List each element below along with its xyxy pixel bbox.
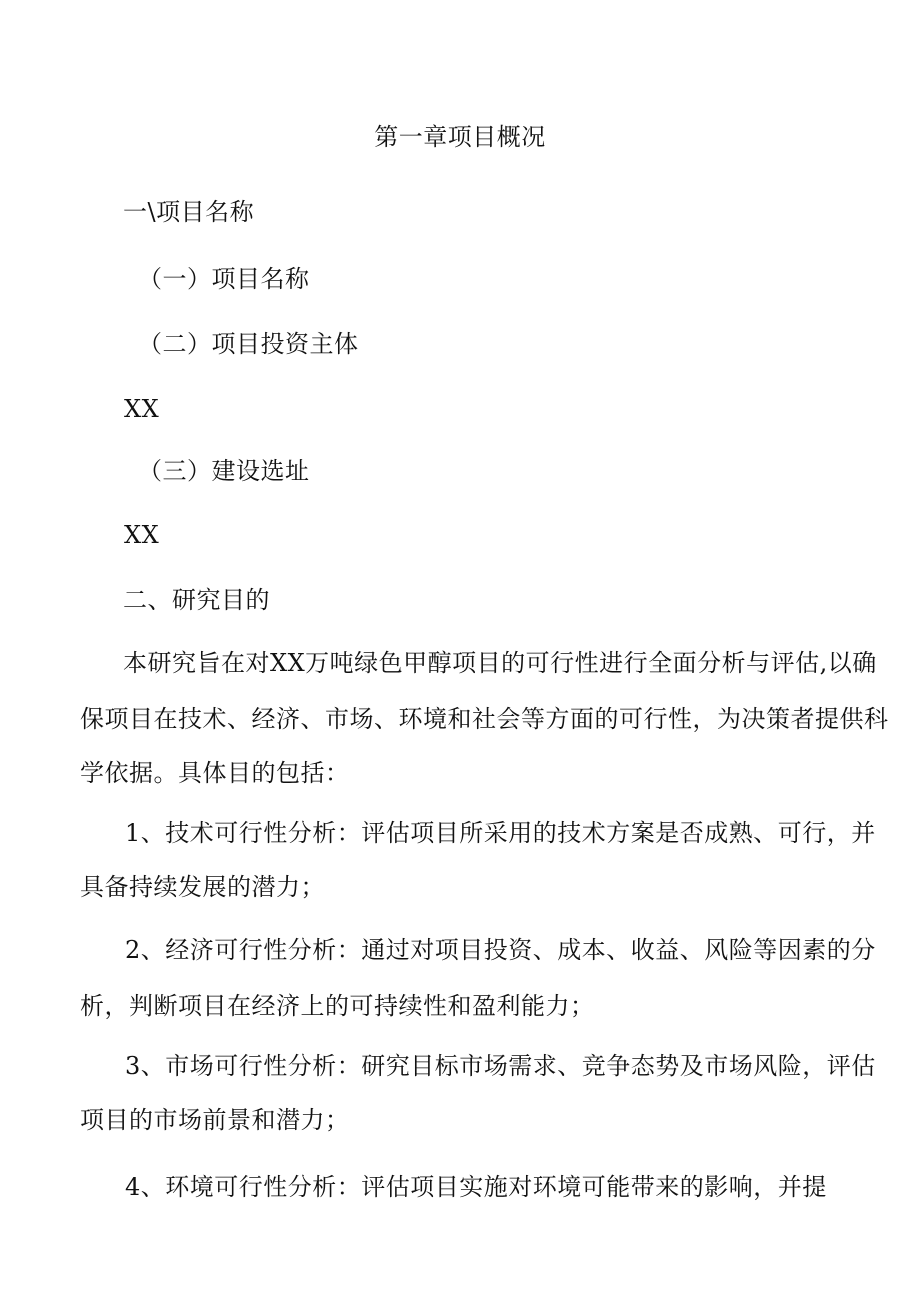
subheading-project-name: （一）项目名称 xyxy=(138,265,310,293)
section-heading-project-name: 一\项目名称 xyxy=(123,198,255,226)
intro-paragraph-line: 本研究旨在对XX万吨绿色甲醇项目的可行性进行全面分析与评估,以确 xyxy=(123,649,877,677)
list-item-technical-line: 具备持续发展的潜力； xyxy=(80,873,325,901)
list-item-economic-line: 析，判断项目在经济上的可持续性和盈利能力； xyxy=(80,992,595,1020)
intro-paragraph-line: 保项目在技术、经济、市场、环境和社会等方面的可行性，为决策者提供科 xyxy=(80,705,889,733)
list-item-technical-line: 1、技术可行性分析：评估项目所采用的技术方案是否成熟、可行，并 xyxy=(125,819,876,847)
subheading-site-location: （三）建设选址 xyxy=(138,457,310,485)
site-location-value: XX xyxy=(124,521,160,549)
chapter-title: 第一章项目概况 xyxy=(374,123,546,151)
section-heading-research-purpose: 二、研究目的 xyxy=(123,586,270,614)
list-item-market-line: 3、市场可行性分析：研究目标市场需求、竞争态势及市场风险，评估 xyxy=(125,1052,876,1080)
investment-entity-value: XX xyxy=(124,395,160,423)
list-item-environmental-line: 4、环境可行性分析：评估项目实施对环境可能带来的影响，并提 xyxy=(125,1173,827,1201)
list-item-market-line: 项目的市场前景和潜力； xyxy=(80,1106,350,1134)
subheading-investment-entity: （二）项目投资主体 xyxy=(138,330,359,358)
intro-paragraph-line: 学依据。具体目的包括： xyxy=(80,759,350,787)
list-item-economic-line: 2、经济可行性分析：通过对项目投资、成本、收益、风险等因素的分 xyxy=(125,936,876,964)
